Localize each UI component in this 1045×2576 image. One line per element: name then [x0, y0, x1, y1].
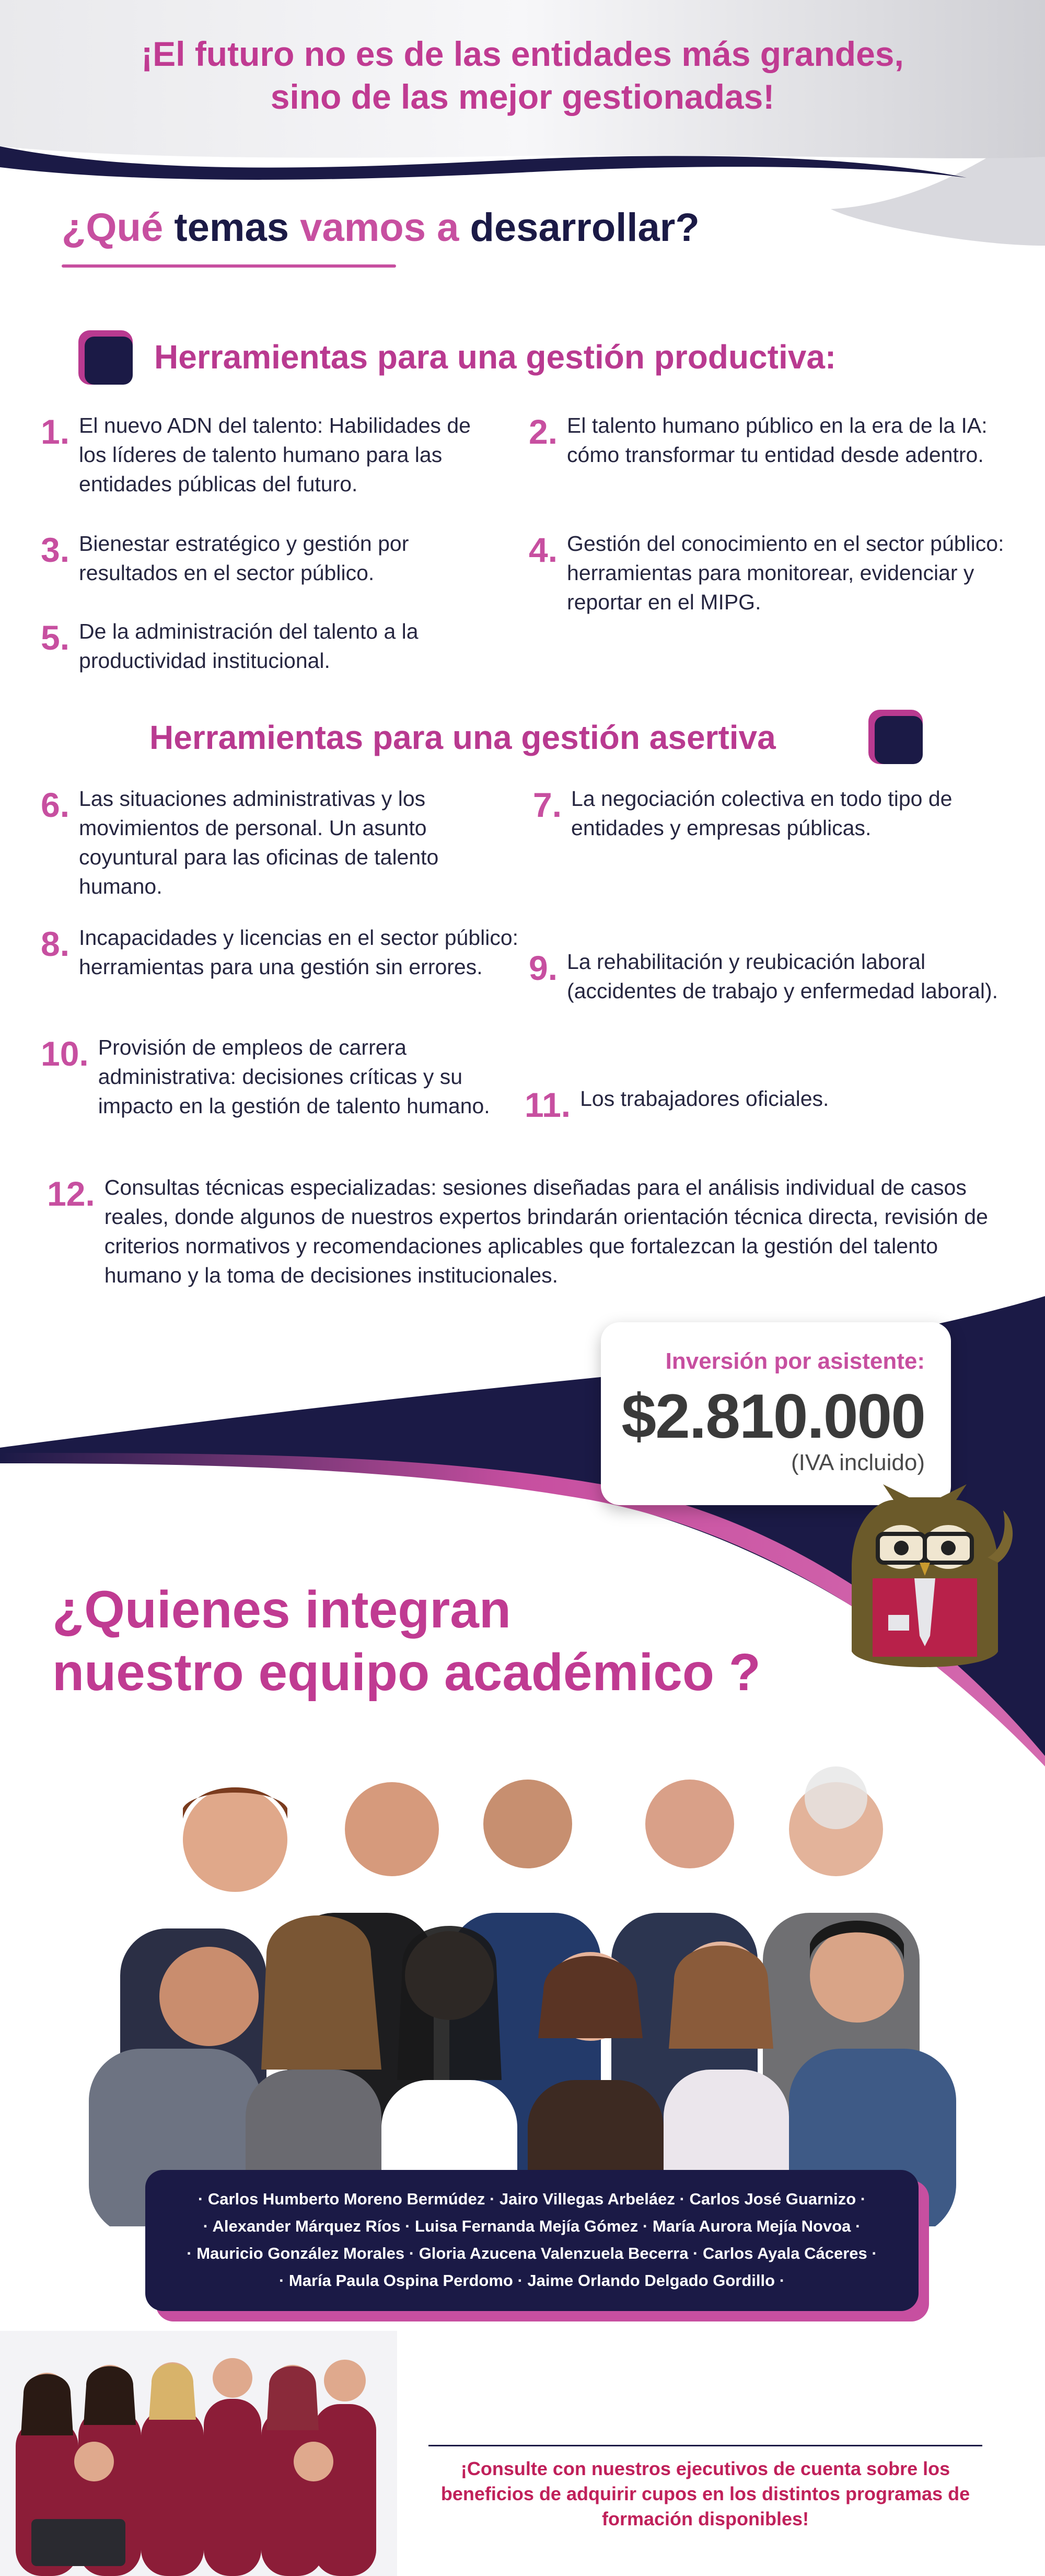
topic-number: 10.: [41, 1034, 89, 1073]
topic-9: [529, 947, 999, 1006]
headline: [0, 32, 1045, 118]
headline-line-2: sino de las mejor gestionadas!: [270, 77, 775, 116]
topic-number: 2.: [529, 412, 558, 451]
topic-text: Consultas técnicas especializadas: sesiones diseñadas para el análisis individual de casos reales, donde algunos de nuestros expertos brindarán orientación técnica directa, revisión de criterios normativos y recomendaciones aplicables que fortalezcan la gestión del talento humano y la toma de decisiones institucionales.: [104, 1175, 988, 1287]
topic-text: El talento humano público en la era de la IA: cómo transformar tu entidad desde adentro.: [567, 413, 988, 467]
topic-7: [533, 784, 1024, 842]
footer-divider: [428, 2445, 982, 2446]
topic-number: 7.: [533, 785, 562, 824]
footer-line-3: formación disponibles!: [601, 2508, 809, 2529]
price-card: [601, 1322, 951, 1505]
topic-2: [529, 411, 1009, 469]
topic-number: 3.: [41, 530, 70, 569]
topic-number: 8.: [41, 925, 70, 963]
topic-number: 5.: [41, 618, 70, 657]
price-note: (IVA incluido): [791, 1450, 925, 1475]
title-part-2: temas: [174, 205, 289, 250]
topic-text: La rehabilitación y reubicación laboral (accidentes de trabajo y enfermedad laboral).: [567, 950, 998, 1003]
topic-number: 9.: [529, 949, 558, 987]
group2-square-icon: [868, 710, 923, 764]
footer-line-1: ¡Consulte con nuestros ejecutivos de cuenta sobre los: [460, 2458, 950, 2479]
topic-1: [41, 411, 501, 499]
team-title-line-2: nuestro equipo académico ?: [52, 1643, 761, 1702]
topic-number: 1.: [41, 412, 70, 451]
topic-3: [41, 529, 501, 587]
topic-5: [41, 617, 501, 675]
topic-number: 12.: [47, 1174, 95, 1213]
team-photo: [89, 1756, 956, 2226]
topic-12: [47, 1173, 998, 1290]
names-line-1: · Carlos Humberto Moreno Bermúdez · Jairo Villegas Arbeláez · Carlos José Guarnizo ·: [198, 2190, 866, 2208]
topic-text: Provisión de empleos de carrera administrativa: decisiones críticas y su impacto en la gestión de talento humano.: [98, 1035, 490, 1118]
topic-number: 11.: [525, 1085, 571, 1124]
topic-text: La negociación colectiva en todo tipo de entidades y empresas públicas.: [571, 787, 953, 840]
topics-section-title: [62, 205, 700, 250]
topic-text: Los trabajadores oficiales.: [580, 1087, 829, 1111]
title-part-1: ¿Qué: [62, 205, 164, 250]
topic-number: 4.: [529, 530, 558, 569]
footer-message: [408, 2456, 1003, 2532]
price-value: $2.810.000: [621, 1381, 925, 1451]
footer-line-2: beneficios de adquirir cupos en los distintos programas de: [440, 2483, 970, 2504]
topic-11: [525, 1084, 995, 1124]
topic-text: Incapacidades y licencias en el sector público: herramientas para una gestión sin errores.: [79, 926, 519, 979]
topic-10: [41, 1033, 511, 1120]
team-names-box: [145, 2170, 919, 2311]
group2-title: Herramientas para una gestión asertiva: [149, 719, 776, 756]
group1-square-icon: [78, 330, 133, 385]
staff-group-photo: [0, 2331, 397, 2576]
price-label: Inversión por asistente:: [665, 1348, 925, 1374]
team-section-title: [52, 1578, 761, 1704]
headline-line-1: ¡El futuro no es de las entidades más grandes,: [141, 34, 904, 73]
topic-8: [41, 923, 521, 981]
group1-title: Herramientas para una gestión productiva:: [154, 338, 837, 376]
title-part-4: desarrollar: [470, 205, 676, 250]
title-part-3: vamos a: [300, 205, 459, 250]
topic-text: Gestión del conocimiento en el sector público: herramientas para monitorear, evidenciar y reportar en el MIPG.: [567, 532, 1004, 614]
topic-text: Las situaciones administrativas y los movimientos de personal. Un asunto coyuntural para las oficinas de talento humano.: [79, 787, 439, 898]
names-line-2: · Alexander Márquez Ríos · Luisa Fernanda Mejía Gómez · María Aurora Mejía Novoa ·: [203, 2217, 861, 2235]
owl-mascot-icon: [831, 1479, 1019, 1688]
names-line-3: · Mauricio González Morales · Gloria Azucena Valenzuela Becerra · Carlos Ayala Cáceres ·: [187, 2244, 877, 2262]
topic-number: 6.: [41, 785, 70, 824]
team-title-line-1: ¿Quienes integran: [52, 1580, 511, 1639]
names-line-4: · María Paula Ospina Perdomo · Jaime Orlando Delgado Gordillo ·: [278, 2271, 785, 2290]
topic-4: [529, 529, 1020, 617]
title-part-5: ?: [675, 205, 700, 250]
topic-6: [41, 784, 521, 901]
topic-text: El nuevo ADN del talento: Habilidades de los líderes de talento humano para las entidades públicas del futuro.: [79, 413, 471, 496]
section-underline: [62, 264, 396, 268]
topic-text: De la administración del talento a la productividad institucional.: [79, 619, 419, 673]
topic-text: Bienestar estratégico y gestión por resultados en el sector público.: [79, 532, 409, 585]
